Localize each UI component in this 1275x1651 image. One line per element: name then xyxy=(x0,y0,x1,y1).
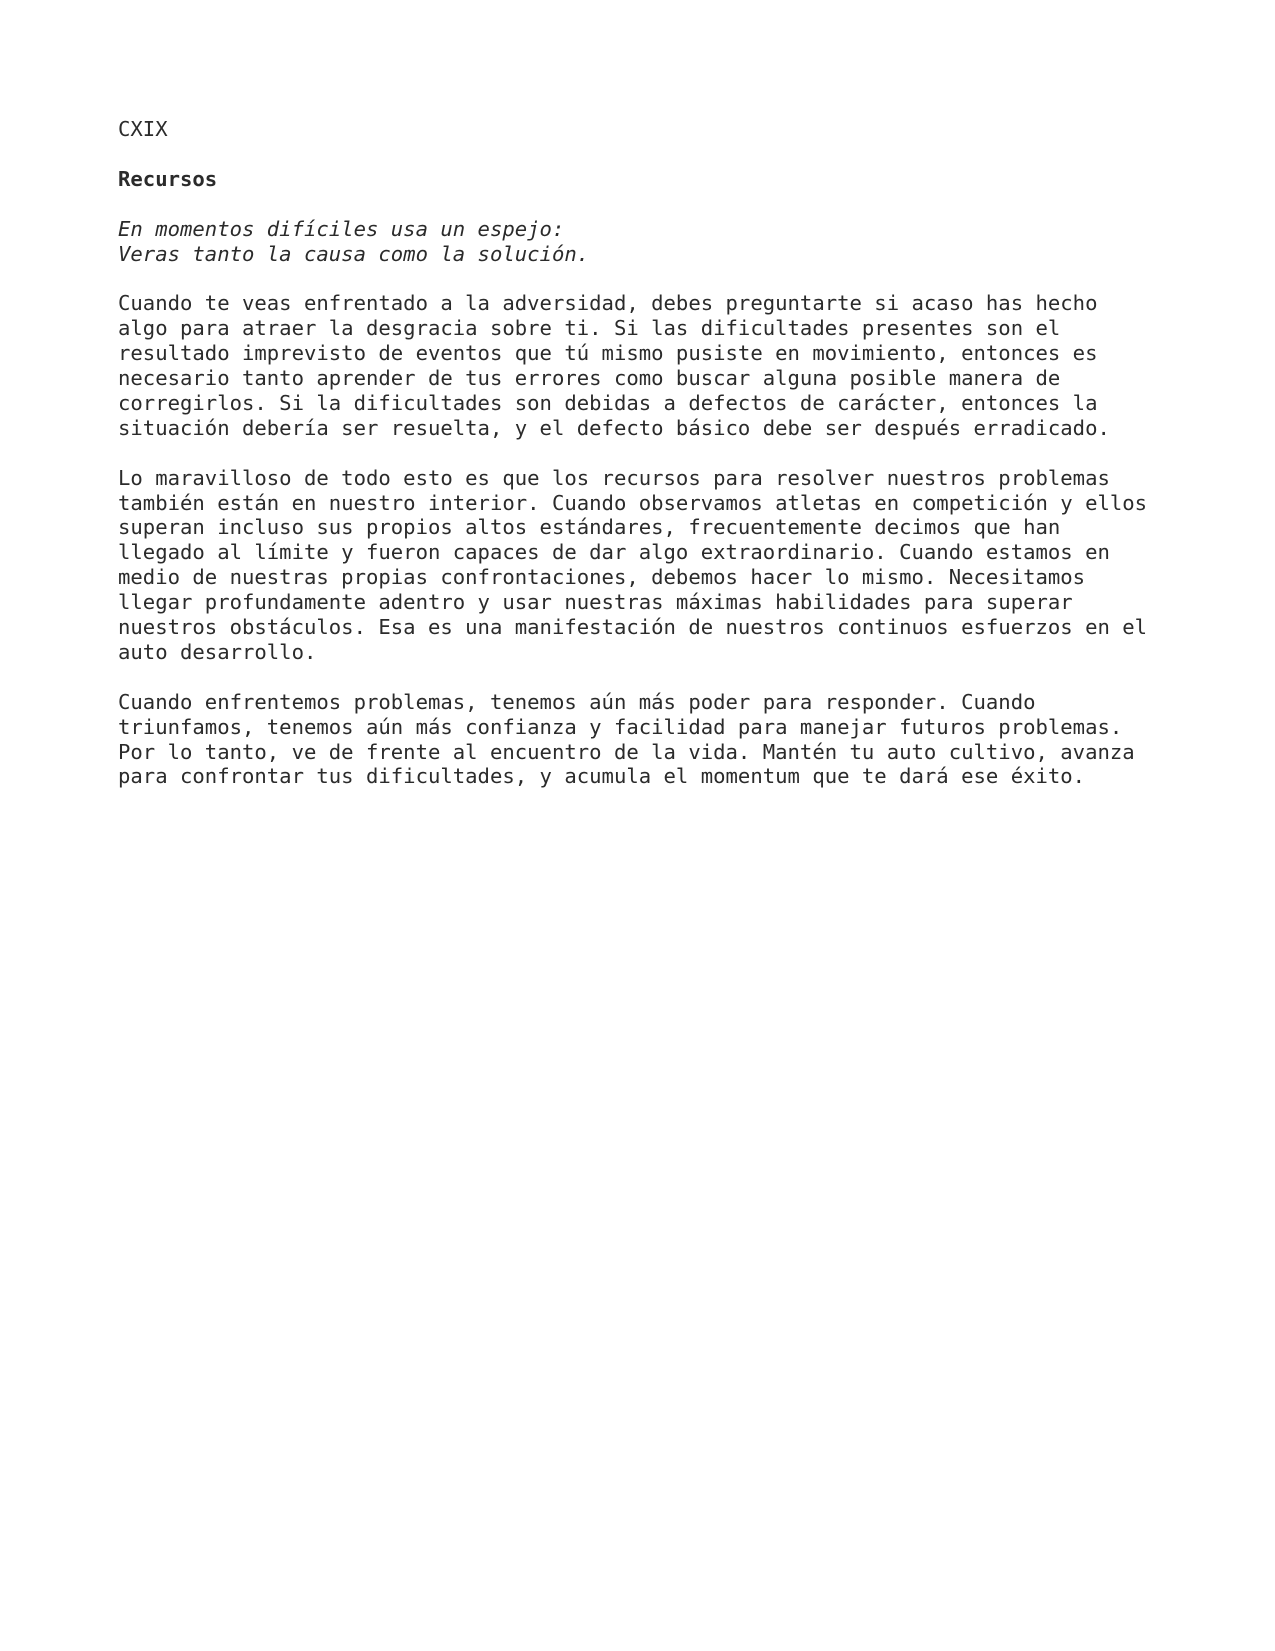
paragraph-2 xyxy=(118,466,1198,665)
paragraph-line: auto desarrollo. xyxy=(118,639,317,664)
paragraph-line: medio de nuestras propias confrontaciones, debemos hacer lo mismo. Necesitamos xyxy=(118,565,1086,590)
paragraph-line: también están en nuestro interior. Cuando observamos atletas en competición y ellos xyxy=(118,490,1148,515)
epigraph xyxy=(118,217,1198,267)
paragraph-3 xyxy=(118,690,1198,790)
paragraph-line: para confrontar tus dificultades, y acumula el momentum que te dará ese éxito. xyxy=(118,764,1086,789)
paragraph-line: Lo maravilloso de todo esto es que los recursos para resolver nuestros problemas xyxy=(118,465,1110,490)
paragraph-line: llegado al límite y fueron capaces de dar algo extraordinario. Cuando estamos en xyxy=(118,540,1110,565)
paragraph-line: nuestros obstáculos. Esa es una manifestación de nuestros continuos esfuerzos en el xyxy=(118,615,1148,640)
paragraph-line: triunfamos, tenemos aún más confianza y facilidad para manejar futuros problemas. xyxy=(118,714,1123,739)
document-body xyxy=(118,117,1198,814)
paragraph-line: superan incluso sus propios altos estándares, frecuentemente decimos que han xyxy=(118,515,1061,540)
epigraph-line: Veras tanto la causa como la solución. xyxy=(118,241,590,266)
paragraph-line: resultado imprevisto de eventos que tú mismo pusiste en movimiento, entonces es xyxy=(118,341,1098,366)
epigraph-line: En momentos difíciles usa un espejo: xyxy=(118,216,565,241)
paragraph-line: algo para atraer la desgracia sobre ti. Si las dificultades presentes son el xyxy=(118,316,1061,341)
chapter-numeral: CXIX xyxy=(118,117,168,141)
paragraph-line: Cuando enfrentemos problemas, tenemos aún más poder para responder. Cuando xyxy=(118,689,1036,714)
chapter-title: Recursos xyxy=(118,166,218,191)
paragraph-line: necesario tanto aprender de tus errores como buscar alguna posible manera de xyxy=(118,366,1061,391)
paragraph-line: Cuando te veas enfrentado a la adversidad, debes preguntarte si acaso has hecho xyxy=(118,291,1098,316)
paragraph-1 xyxy=(118,291,1198,440)
paragraph-line: corregirlos. Si la dificultades son debidas a defectos de carácter, entonces la xyxy=(118,390,1098,415)
paragraph-line: situación debería ser resuelta, y el defecto básico debe ser después erradicado. xyxy=(118,415,1110,440)
paragraph-line: llegar profundamente adentro y usar nuestras máximas habilidades para superar xyxy=(118,590,1073,615)
paragraph-line: Por lo tanto, ve de frente al encuentro de la vida. Mantén tu auto cultivo, avanza xyxy=(118,739,1135,764)
